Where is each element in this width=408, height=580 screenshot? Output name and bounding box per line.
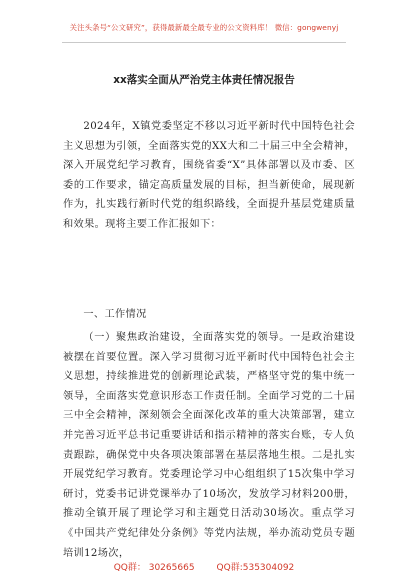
section-heading: 一、工作情况 (83, 309, 147, 320)
footer-contact (0, 560, 408, 573)
document-title: xx落实全面从严治党主体责任情况报告 (113, 74, 295, 86)
footer-qq-right: QQ群:535304092 (216, 563, 295, 573)
header-banner: 关注头条号“公文研究”，获得最新最全最专业的公文资料库！ 微信：gongwenyj (69, 23, 339, 32)
header-divider (62, 42, 346, 43)
intro-paragraph-block (63, 117, 355, 235)
intro-paragraph: 2024年，X镇党委坚定不移以习近平新时代中国特色社会主义思想为引领，全面落实党的XX大和二十届三中全会精神，深入开展党纪学习教育，围绕省委“X”具体部署以及市委、区委的工作要求，锚定高质量发展的目标，担当新使命，展现新作为，扎实践行新时代党的组织路线，全面提升基层党建质量和效果。现将主要工作汇报如下： (63, 121, 355, 230)
section-paragraph: （一）聚焦政治建设，全面落实党的领导。一是政治建设被摆在首要位置。深入学习贯彻习近平新时代中国特色社会主义思想，持续推进党的创新理论武装，严格坚守党的集中统一领导，全面落实党意识形态工作责任制。全面学习党的二十届三中全会精神，深刻领会全面深化改革的重大决策部署，建立并完善习近平总书记重要讲话和指示精神的落实台账，专人负责跟踪，确保党中央各项决策部署在基层落地生根。二是扎实开展党纪学习教育。党委理论学习中心组组织了15次集中学习研讨，党委书记讲党课举办了10场次，发放学习材料200册，推动全镇开展了理论学习和主题党日活动30场次。重点学习《中国共产党纪律处分条例》等党内法规，举办流动党员专题培训12场次， (63, 332, 355, 559)
section-paragraph-block (63, 328, 355, 563)
footer-qq-left: QQ群： 30265665 (113, 563, 195, 573)
